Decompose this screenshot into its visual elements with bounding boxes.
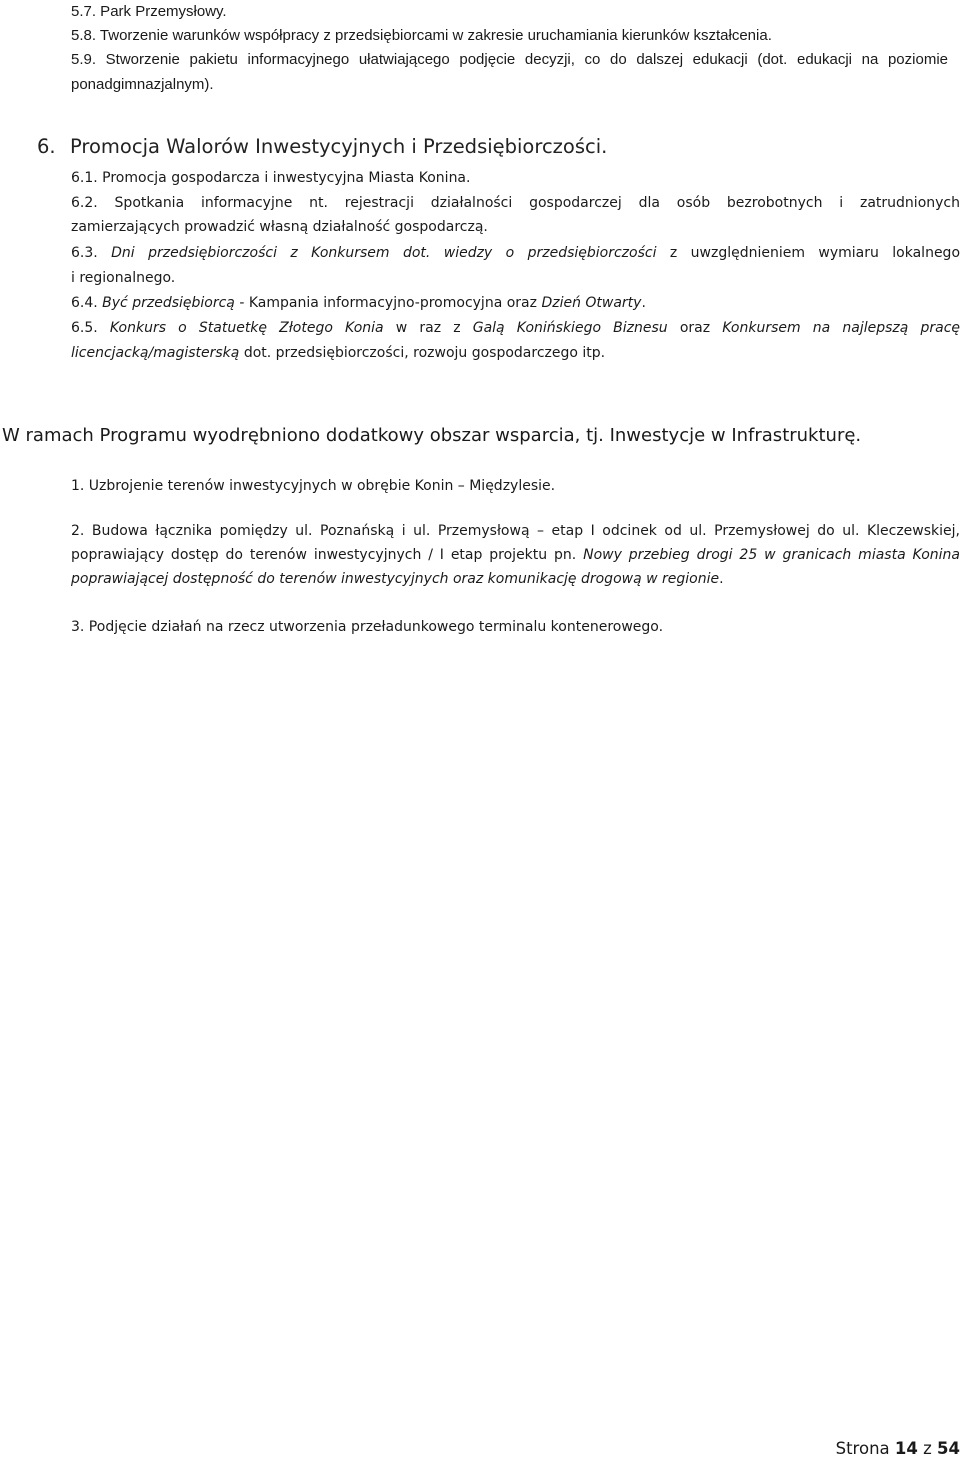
infra-item-3: 3. Podjęcie działań na rzecz utworzenia przeładunkowego terminalu kontenerowego. <box>71 619 664 635</box>
item-6-3-line1 <box>71 243 960 263</box>
item-6-4-number: 6.4. <box>71 295 98 311</box>
section-6-number: 6. <box>37 135 56 158</box>
item-6-3-rest: z uwzględnieniem wymiaru lokalnego <box>669 245 960 261</box>
footer-total: 54 <box>937 1439 960 1458</box>
section-6-title: Promocja Walorów Inwestycyjnych i Przedsiębiorczości. <box>70 135 608 158</box>
item-6-3-italic: Dni przedsiębiorczości z Konkursem dot. wiedzy o przedsiębiorczości <box>111 245 657 261</box>
item-6-4-italic1: Być przedsiębiorcą <box>102 295 235 311</box>
infra-item-2-plain: poprawiający dostęp do terenów inwestycyjnych / I etap projektu pn. <box>71 547 577 563</box>
footer-sep: z <box>923 1439 932 1458</box>
infra-item-2-line1: 2. Budowa łącznika pomiędzy ul. Poznańską i ul. Przemysłową – etap I odcinek od ul. Przemysłowej do ul. Kleczewskiej, <box>71 523 960 539</box>
item-6-4-mid: - Kampania informacyjno-promocyjna oraz <box>239 295 537 311</box>
item-6-3-number: 6.3. <box>71 245 98 261</box>
item-6-3-line2: i regionalnego. <box>71 270 176 286</box>
item-6-5-italic2: Galą Konińskiego Biznesu <box>472 320 668 336</box>
item-6-5-mid1: w raz z <box>395 320 461 336</box>
item-6-1: 6.1. Promocja gospodarcza i inwestycyjna Miasta Konina. <box>71 170 471 186</box>
item-5-9-line2: ponadgimnazjalnym). <box>71 76 214 93</box>
item-6-5-end: dot. przedsiębiorczości, rozwoju gospodarczego itp. <box>243 345 606 361</box>
section-6-heading <box>37 134 607 160</box>
infra-item-2-line2 <box>71 545 960 565</box>
item-6-5-italic1: Konkurs o Statuetkę Złotego Konia <box>109 320 384 336</box>
item-6-2-line2: zamierzających prowadzić własną działalność gospodarczą. <box>71 219 488 235</box>
item-5-7: 5.7. Park Przemysłowy. <box>71 3 227 20</box>
item-6-4-end: . <box>641 295 646 311</box>
footer-label: Strona <box>835 1439 890 1458</box>
infra-item-2-italic1: Nowy przebieg drogi 25 w granicach miasta Konina <box>583 547 960 563</box>
infra-item-2-end: . <box>719 571 724 587</box>
item-6-2-line1: 6.2. Spotkania informacyjne nt. rejestracji działalności gospodarczej dla osób bezrobotnych i zatrudnionych <box>71 195 960 211</box>
item-5-8: 5.8. Tworzenie warunków współpracy z przedsiębiorcami w zakresie uruchamiania kierunków kształcenia. <box>71 27 772 44</box>
item-6-5-line1 <box>71 318 960 338</box>
footer-page: 14 <box>894 1439 918 1458</box>
infra-item-2-line3 <box>71 569 960 589</box>
item-6-5-number: 6.5. <box>71 320 98 336</box>
page-number-footer <box>836 1437 960 1461</box>
item-6-5-italic4: licencjacką/magisterską <box>71 345 240 361</box>
item-6-4-italic2: Dzień Otwarty <box>541 295 642 311</box>
infra-item-1: 1. Uzbrojenie terenów inwestycyjnych w obrębie Konin – Międzylesie. <box>71 478 556 494</box>
item-6-4 <box>71 293 960 313</box>
item-6-5-line2 <box>71 343 960 363</box>
item-5-9-line1: 5.9. Stworzenie pakietu informacyjnego ułatwiającego podjęcie decyzji, co do dalszej edukacji (dot. edukacji na poziomie <box>71 51 948 68</box>
infra-item-2-italic2: poprawiającej dostępność do terenów inwestycyjnych oraz komunikację drogową w regionie <box>71 571 720 587</box>
infrastructure-heading: W ramach Programu wyodrębniono dodatkowy obszar wsparcia, tj. Inwestycje w Infrastrukturę. <box>2 425 862 446</box>
item-6-5-italic3: Konkursem na najlepszą pracę <box>722 320 960 336</box>
item-6-5-mid2: oraz <box>679 320 711 336</box>
